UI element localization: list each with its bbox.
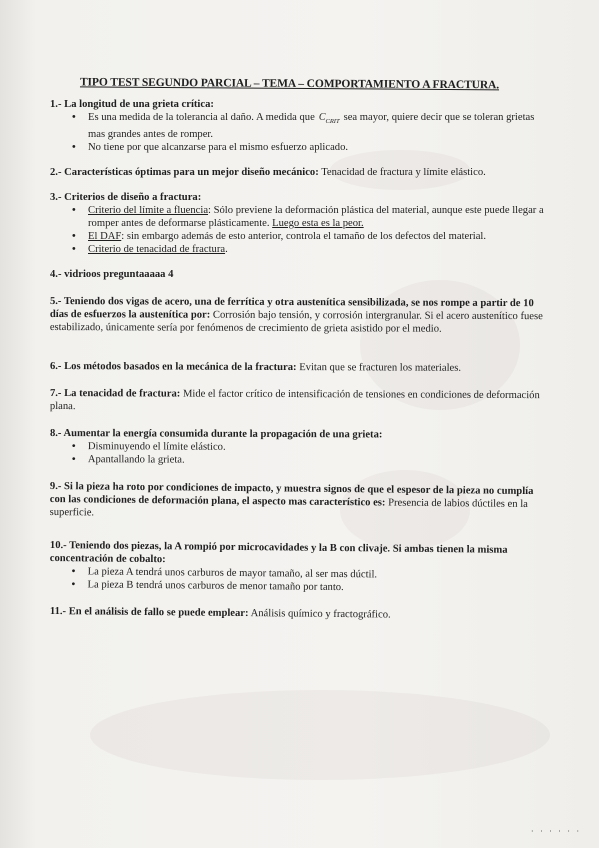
question-7-title: 7.- La tenacidad de fractura:: [49, 388, 181, 400]
bleed-through-smudge: [90, 690, 550, 780]
list-item: • Criterio del límite a fluencia: Sólo previene la deformación plástica del material, aunque este puede llegar a romper antes de deformarse plásticamente. Luego esta es la peor.: [88, 204, 550, 230]
question-3-title: 3.- Criterios de diseño a fractura:: [50, 192, 202, 203]
list-item: • Es una medida de la tolerancia al daño. A medida que $C_{CRIT}$ sea mayor, quiere decir que se toleran grietas mas grandes antes de romper.: [88, 111, 550, 141]
list-item: • El DAF: sin embargo además de esto anterior, controla el tamaño de los defectos del material.: [88, 230, 550, 243]
question-9-answer: Presencia de labios dúctiles en la superficie.: [49, 497, 528, 519]
question-10-bullets: [49, 565, 549, 596]
question-3-bullets: [50, 204, 550, 256]
question-6: [50, 360, 550, 375]
question-8: [50, 427, 550, 468]
question-4: [50, 268, 550, 281]
list-item: • Disminuyendo el límite elástico.: [88, 440, 550, 455]
question-8-title: 8.- Aumentar la energía consumida durante la propagación de una grieta:: [49, 428, 383, 441]
question-11-answer: Análisis químico y fractográfico.: [250, 608, 391, 621]
question-5: [50, 295, 550, 336]
question-1-title: 1.- La longitud de una grieta crítica:: [50, 99, 214, 110]
question-10-title: 10.- Teniendo dos piezas, la A rompió por microcavidades y la B con clivaje. Si ambas tienen la misma concentración de cobalto:: [49, 539, 508, 566]
question-7-answer: Mide el factor crítico de intensificación de tensiones en condiciones de deformación plana.: [49, 388, 540, 413]
question-11-title: 11.- En el análisis de fallo se puede emplear:: [49, 605, 249, 620]
list-item: • La pieza B tendrá unos carburos de menor tamaño por tanto.: [87, 578, 549, 596]
c-crit-symbol: $C_{CRIT}$: [318, 112, 340, 125]
question-list: [50, 98, 550, 626]
question-7: [50, 387, 550, 415]
question-6-title: 6.- Los métodos basados en la mecánica de la fractura:: [49, 361, 297, 374]
question-6-answer: Evitan que se fracturen los materiales.: [299, 362, 462, 374]
list-item: • Apantallando la grieta.: [88, 453, 550, 468]
question-5-title: 5.- Teniendo dos vigas de acero, una de ferrítica y otra austenítica sensibilizada, se nos rompe a partir de 10 días de esfuerzos la austenítica por:: [49, 296, 534, 321]
question-11: [50, 605, 550, 623]
question-1: [50, 98, 550, 154]
question-9: [50, 480, 550, 524]
question-2-answer: Tenacidad de fractura y límite elástico.: [321, 167, 486, 178]
document-title: TIPO TEST SEGUNDO PARCIAL – TEMA – COMPORTAMIENTO A FRACTURA.: [79, 76, 500, 92]
question-1-bullets: [50, 111, 550, 154]
scan-artifact-dots: · · · · · ·: [531, 827, 581, 836]
question-2: [50, 166, 550, 179]
question-3: [50, 191, 550, 256]
question-4-title: 4.- vidrioos preguntaaaaa 4: [50, 269, 174, 280]
question-2-title: 2.- Características óptimas para un mejor diseño mecánico:: [50, 167, 319, 178]
question-5-answer: Corrosión bajo tensión, y corrosión intergranular. Si el acero austenítico fuese estabilizado, únicamente sería por fenómenos de crecimiento de grieta asistido por el medio.: [49, 309, 543, 335]
list-item: • Criterio de tenacidad de fractura.: [88, 243, 550, 256]
question-8-bullets: [50, 440, 550, 468]
question-10: [49, 539, 550, 596]
question-9-title: 9.- Si la pieza ha roto por condiciones de impacto, y muestra signos de que el espesor de la pieza no cumplía con las condiciones de deformación plana, el aspecto mas característico es:: [49, 480, 534, 509]
list-item: • No tiene por que alcanzarse para el mismo esfuerzo aplicado.: [88, 141, 550, 154]
list-item: • La pieza A tendrá unos carburos de mayor tamaño, al ser mas dúctil.: [88, 565, 550, 583]
